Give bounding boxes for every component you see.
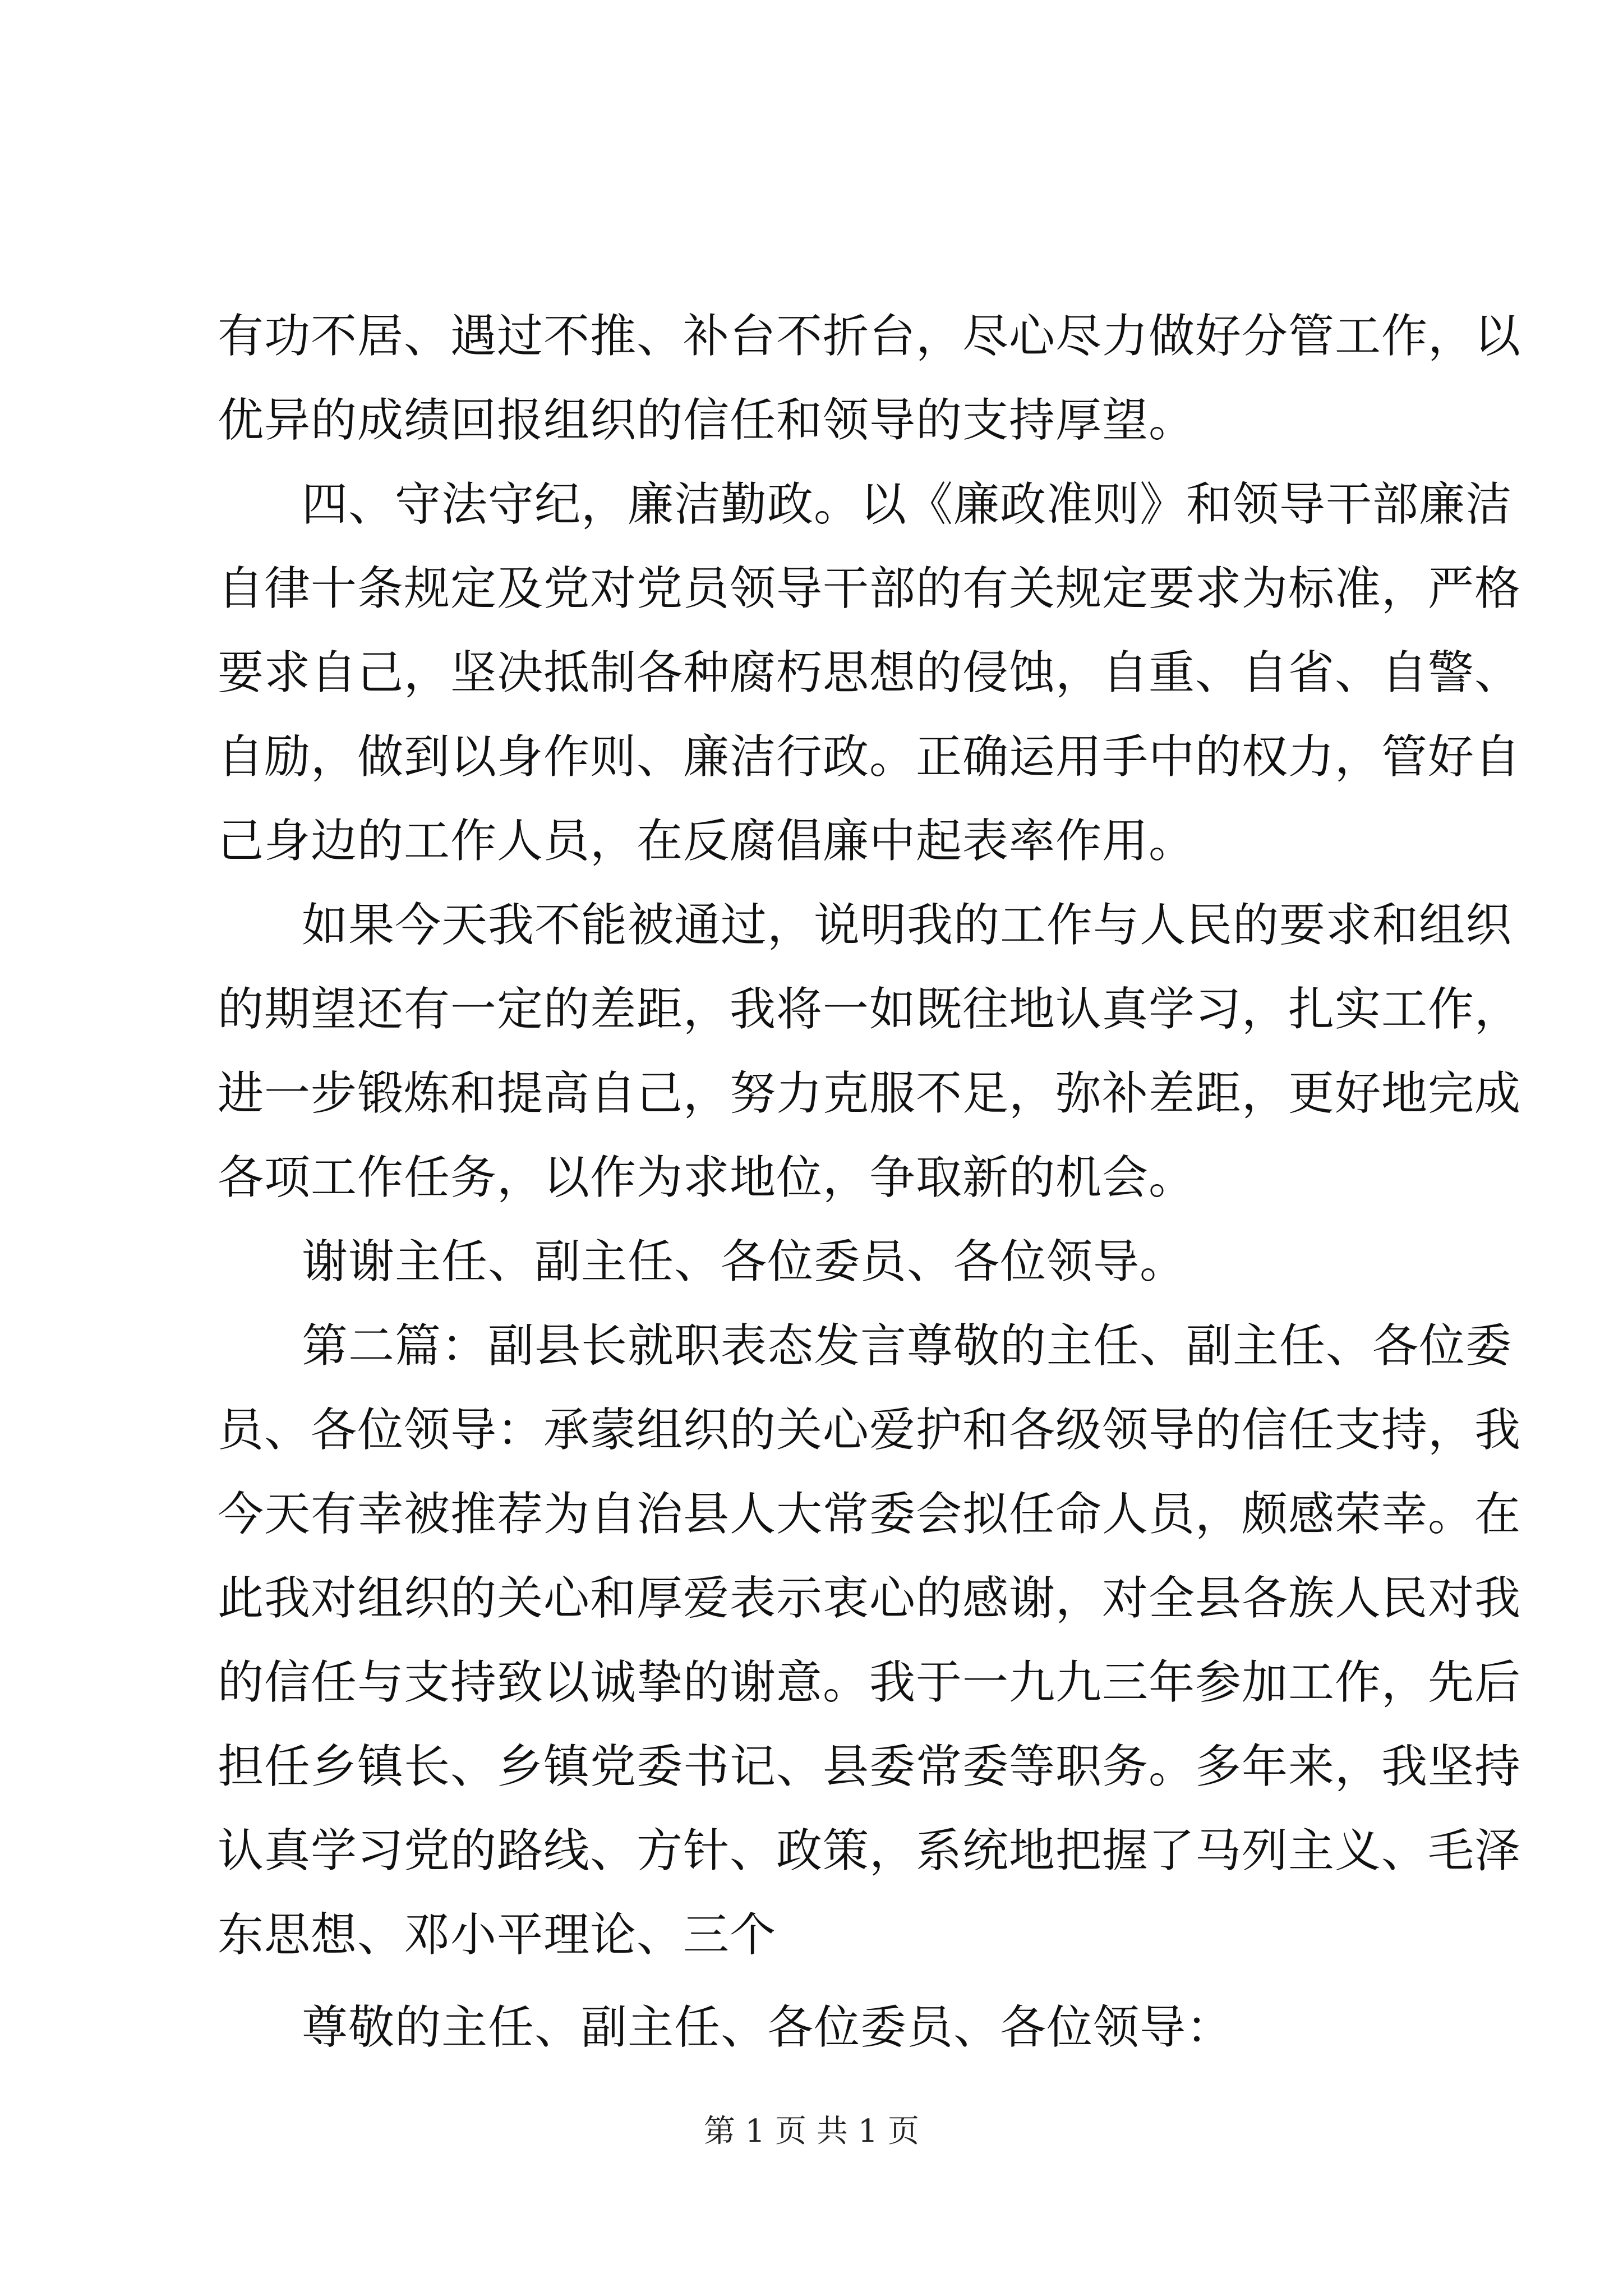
text-line: 的信任与支持致以诚挚的谢意。我于一九九三年参加工作，先后	[218, 1656, 1521, 1709]
text-line: 要求自己，坚决抵制各种腐朽思想的侵蚀，自重、自省、自警、	[218, 646, 1521, 700]
page-number-footer: 第 1 页 共 1 页	[703, 2113, 920, 2150]
paragraph-start-line: 谢谢主任、副主任、各位委员、各位领导。	[302, 1235, 1187, 1289]
text-line: 此我对组织的关心和厚爱表示衷心的感谢，对全县各族人民对我	[218, 1572, 1521, 1625]
text-line: 自励，做到以身作则、廉洁行政。正确运用手中的权力，管好自	[218, 730, 1521, 784]
text-line: 员、各位领导：承蒙组织的关心爱护和各级领导的信任支持，我	[218, 1404, 1521, 1457]
paragraph-start-line: 第二篇：副县长就职表态发言尊敬的主任、副主任、各位委	[302, 1319, 1513, 1373]
text-line: 的期望还有一定的差距，我将一如既往地认真学习，扎实工作，	[218, 983, 1521, 1036]
text-line: 己身边的工作人员，在反腐倡廉中起表率作用。	[218, 815, 1196, 868]
paragraph-start-line: 尊敬的主任、副主任、各位委员、各位领导：	[302, 2001, 1233, 2054]
text-line: 今天有幸被推荐为自治县人大常委会拟任命人员，颇感荣幸。在	[218, 1488, 1521, 1541]
text-line: 进一步锻炼和提高自己，努力克服不足，弥补差距，更好地完成	[218, 1067, 1521, 1120]
text-line: 认真学习党的路线、方针、政策，系统地把握了马列主义、毛泽	[218, 1824, 1521, 1878]
text-line: 有功不居、遇过不推、补台不折台，尽心尽力做好分管工作，以	[218, 310, 1521, 363]
text-line: 担任乡镇长、乡镇党委书记、县委常委等职务。多年来，我坚持	[218, 1740, 1521, 1793]
paragraph-start-line: 如果今天我不能被通过，说明我的工作与人民的要求和组织	[302, 899, 1513, 952]
paragraph-start-line: 四、守法守纪，廉洁勤政。以《廉政准则》和领导干部廉洁	[302, 478, 1513, 531]
text-line: 自律十条规定及党对党员领导干部的有关规定要求为标准，严格	[218, 562, 1521, 615]
text-line: 东思想、邓小平理论、三个	[218, 1908, 777, 1962]
text-line: 优异的成绩回报组织的信任和领导的支持厚望。	[218, 394, 1196, 447]
text-line: 各项工作任务，以作为求地位，争取新的机会。	[218, 1151, 1196, 1204]
